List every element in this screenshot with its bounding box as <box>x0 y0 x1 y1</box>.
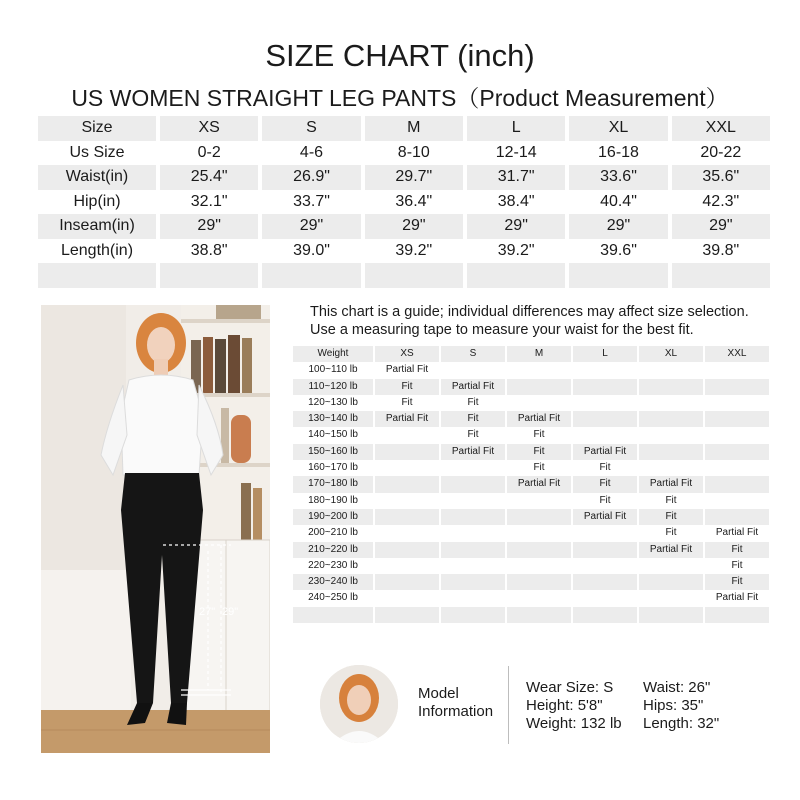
table-cell: Partial Fit <box>507 476 571 492</box>
model-stats-col-2 <box>643 679 719 733</box>
weight-table-row <box>293 460 769 476</box>
weight-table-row-header <box>293 346 769 362</box>
row-label-cell: Length(in) <box>60 241 134 259</box>
table-cell <box>375 558 439 574</box>
row-label-cell: 170~180 lb <box>293 476 373 492</box>
weight-table-row <box>293 476 769 492</box>
table-cell <box>573 574 637 590</box>
table-cell: Partial Fit <box>715 592 759 604</box>
table-cell: Fit <box>731 559 743 571</box>
row-label-cell: 240~250 lb <box>308 592 358 604</box>
table-cell <box>705 444 769 460</box>
model-wear-size: Wear Size: S <box>526 679 614 696</box>
table-cell: Fit <box>573 476 637 492</box>
header-cell: XXL <box>672 116 770 141</box>
table-cell: Fit <box>467 429 479 441</box>
table-cell: 39.6" <box>600 241 637 259</box>
table-cell <box>441 542 505 558</box>
size-measurement-table <box>38 116 770 288</box>
table-cell: Partial Fit <box>573 509 637 525</box>
table-cell: 16-18 <box>598 143 639 161</box>
table-cell <box>507 542 571 558</box>
table-cell: 4-6 <box>299 143 324 161</box>
header-cell: XS <box>375 346 439 362</box>
table-cell: 8-10 <box>397 143 430 161</box>
table-cell <box>441 362 505 378</box>
table-cell <box>672 263 770 288</box>
table-cell <box>573 379 637 395</box>
table-cell <box>705 493 769 509</box>
table-cell <box>573 525 637 541</box>
size-table-row <box>38 165 770 190</box>
table-cell <box>507 395 571 411</box>
weight-table-row <box>293 590 769 606</box>
model-weight: Weight: 132 lb <box>526 715 622 732</box>
table-cell: 29" <box>467 214 565 239</box>
table-cell <box>375 476 439 492</box>
table-cell: Fit <box>533 429 545 441</box>
model-info-divider <box>508 666 509 744</box>
table-cell <box>705 607 769 623</box>
table-cell <box>639 574 703 590</box>
table-cell: Fit <box>705 574 769 590</box>
table-cell <box>441 493 505 509</box>
row-label-cell: 230~240 lb <box>293 574 373 590</box>
table-cell: Fit <box>467 396 479 408</box>
note-line-1: This chart is a guide; individual differences may affect size selection. <box>310 304 749 320</box>
table-cell <box>375 509 439 525</box>
row-label-cell: Hip(in) <box>73 192 121 210</box>
table-cell <box>705 460 769 476</box>
model-full-body-photo <box>41 305 270 753</box>
table-cell: Fit <box>599 494 611 506</box>
header-cell: S <box>262 116 360 141</box>
table-cell: Partial Fit <box>385 364 429 376</box>
table-cell <box>441 525 505 541</box>
header-cell: XL <box>569 116 667 141</box>
row-label-cell: 150~160 lb <box>293 444 373 460</box>
weight-table-row <box>293 607 769 623</box>
size-table-row-header <box>38 116 770 141</box>
table-cell <box>573 362 637 378</box>
model-height: Height: 5'8" <box>526 697 603 714</box>
model-avatar <box>320 665 398 743</box>
weight-table-row <box>293 558 769 574</box>
model-length: Length: 32" <box>643 715 720 732</box>
weight-table-row <box>293 493 769 509</box>
row-label-cell: 210~220 lb <box>293 542 373 558</box>
table-cell: 29" <box>262 214 360 239</box>
model-photo-illustration <box>41 305 270 753</box>
table-cell <box>639 362 703 378</box>
table-cell: Partial Fit <box>375 411 439 427</box>
fit-guide-note <box>310 303 749 339</box>
note-line-2: Use a measuring tape to measure your waist for the best fit. <box>310 322 694 338</box>
table-cell: 39.0" <box>293 241 330 259</box>
row-label-cell: 220~230 lb <box>308 559 358 571</box>
header-cell: L <box>467 116 565 141</box>
table-cell <box>467 263 565 288</box>
table-cell <box>262 263 360 288</box>
row-label-cell: 120~130 lb <box>308 396 358 408</box>
table-cell <box>375 590 439 606</box>
table-cell <box>705 362 769 378</box>
table-cell <box>639 379 703 395</box>
table-cell <box>441 476 505 492</box>
table-cell <box>573 427 637 443</box>
weight-table-row <box>293 509 769 525</box>
table-cell <box>441 607 505 623</box>
table-cell: Partial Fit <box>639 542 703 558</box>
header-cell: Size <box>38 116 156 141</box>
table-cell <box>705 411 769 427</box>
table-cell: Fit <box>401 396 413 408</box>
table-cell: Partial Fit <box>441 444 505 460</box>
table-cell <box>573 542 637 558</box>
header-cell: XXL <box>705 346 769 362</box>
table-cell <box>441 460 505 476</box>
table-cell: Partial Fit <box>507 411 571 427</box>
table-cell <box>573 395 637 411</box>
inseam-label-29: 29" <box>222 606 239 618</box>
table-cell: 39.2" <box>497 241 535 259</box>
row-label-cell: 190~200 lb <box>293 509 373 525</box>
row-label-cell: 180~190 lb <box>308 494 358 506</box>
weight-table-row <box>293 444 769 460</box>
table-cell: Fit <box>665 494 677 506</box>
table-cell <box>705 395 769 411</box>
table-cell <box>375 525 439 541</box>
weight-table-row <box>293 525 769 541</box>
inseam-label-27: 27" <box>199 606 216 618</box>
weight-table-row <box>293 395 769 411</box>
table-cell <box>441 590 505 606</box>
page-title: SIZE CHART (inch) <box>265 38 535 73</box>
header-cell: XL <box>639 346 703 362</box>
table-cell: Fit <box>507 444 571 460</box>
table-cell <box>639 590 703 606</box>
table-cell <box>375 607 439 623</box>
model-hips: Hips: 35" <box>643 697 704 714</box>
table-cell <box>375 542 439 558</box>
table-cell <box>507 509 571 525</box>
row-label-cell: Us Size <box>69 143 125 161</box>
weight-table-row <box>293 362 769 378</box>
table-cell <box>375 427 439 443</box>
model-stats-col-1 <box>526 679 622 733</box>
table-cell: Partial Fit <box>573 444 637 460</box>
header-cell: L <box>573 346 637 362</box>
table-cell <box>705 476 769 492</box>
table-cell: 25.4" <box>160 165 258 190</box>
table-cell: 39.8" <box>702 241 740 259</box>
weight-table-row <box>293 379 769 395</box>
table-cell: Fit <box>599 462 611 474</box>
page-subtitle: US WOMEN STRAIGHT LEG PANTS（Product Measurement） <box>71 85 729 111</box>
table-cell: Partial Fit <box>715 527 759 539</box>
table-cell: 33.7" <box>293 192 330 210</box>
header-cell: XS <box>160 116 258 141</box>
table-cell: Fit <box>533 462 545 474</box>
weight-table-row <box>293 542 769 558</box>
table-cell <box>507 525 571 541</box>
size-table-row <box>38 190 770 215</box>
table-cell <box>507 362 571 378</box>
table-cell <box>639 411 703 427</box>
row-label-cell: 110~120 lb <box>293 379 373 395</box>
table-cell: 36.4" <box>395 192 433 210</box>
table-cell: 38.4" <box>497 192 535 210</box>
table-cell: 39.2" <box>395 241 433 259</box>
row-label-cell: 140~150 lb <box>308 429 358 441</box>
table-cell <box>639 460 703 476</box>
table-cell: 38.8" <box>190 241 228 259</box>
header-cell: S <box>441 346 505 362</box>
table-cell <box>507 590 571 606</box>
table-cell <box>507 607 571 623</box>
table-cell <box>375 460 439 476</box>
table-cell: 32.1" <box>190 192 228 210</box>
table-cell <box>507 493 571 509</box>
size-table-row <box>38 263 770 288</box>
weight-table-row <box>293 411 769 427</box>
table-cell: 31.7" <box>467 165 565 190</box>
table-cell: 26.9" <box>262 165 360 190</box>
weight-table-row <box>293 427 769 443</box>
table-cell: 29" <box>569 214 667 239</box>
table-cell <box>573 411 637 427</box>
table-cell <box>639 558 703 574</box>
row-label-cell: Inseam(in) <box>38 214 156 239</box>
table-cell: 12-14 <box>495 143 537 161</box>
header-cell: M <box>365 116 463 141</box>
row-label-cell: 160~170 lb <box>308 462 358 474</box>
table-cell <box>639 395 703 411</box>
table-cell <box>441 509 505 525</box>
table-cell: Fit <box>441 411 505 427</box>
table-cell: Fit <box>639 509 703 525</box>
table-cell <box>573 558 637 574</box>
table-cell: Partial Fit <box>639 476 703 492</box>
table-cell <box>507 574 571 590</box>
weight-fit-table <box>293 346 769 623</box>
table-cell <box>639 607 703 623</box>
table-cell <box>705 427 769 443</box>
table-cell <box>507 379 571 395</box>
row-label-cell: 100~110 lb <box>308 364 358 376</box>
table-cell <box>441 574 505 590</box>
size-table-row <box>38 239 770 264</box>
model-information-label: Model Information <box>418 685 494 720</box>
table-cell: Partial Fit <box>441 379 505 395</box>
table-cell: 35.6" <box>672 165 770 190</box>
table-cell: 33.6" <box>569 165 667 190</box>
row-label-cell <box>293 607 373 623</box>
table-cell <box>365 263 463 288</box>
table-cell: Fit <box>705 542 769 558</box>
table-cell: 42.3" <box>702 192 740 210</box>
table-cell <box>705 379 769 395</box>
header-cell: Weight <box>293 346 373 362</box>
size-table-row <box>38 141 770 166</box>
table-cell: 20-22 <box>700 143 742 161</box>
size-table-row <box>38 214 770 239</box>
table-cell <box>507 558 571 574</box>
table-cell <box>573 607 637 623</box>
table-cell <box>573 590 637 606</box>
table-cell: 29" <box>672 214 770 239</box>
table-cell: 40.4" <box>600 192 637 210</box>
table-cell: Fit <box>375 379 439 395</box>
table-cell: 29" <box>365 214 463 239</box>
weight-table-row <box>293 574 769 590</box>
table-cell <box>569 263 667 288</box>
row-label-cell <box>38 263 156 288</box>
table-cell: 0-2 <box>197 143 221 161</box>
table-cell <box>441 558 505 574</box>
table-cell <box>375 493 439 509</box>
table-cell <box>375 574 439 590</box>
model-avatar-illustration <box>320 665 398 743</box>
table-cell <box>375 444 439 460</box>
table-cell: 29.7" <box>365 165 463 190</box>
table-cell: 29" <box>160 214 258 239</box>
row-label-cell: 200~210 lb <box>308 527 358 539</box>
table-cell: Fit <box>665 527 677 539</box>
model-waist: Waist: 26" <box>643 679 711 696</box>
row-label-cell: 130~140 lb <box>293 411 373 427</box>
table-cell <box>639 444 703 460</box>
table-cell <box>160 263 258 288</box>
header-cell: M <box>507 346 571 362</box>
table-cell <box>639 427 703 443</box>
row-label-cell: Waist(in) <box>38 165 156 190</box>
table-cell <box>705 509 769 525</box>
